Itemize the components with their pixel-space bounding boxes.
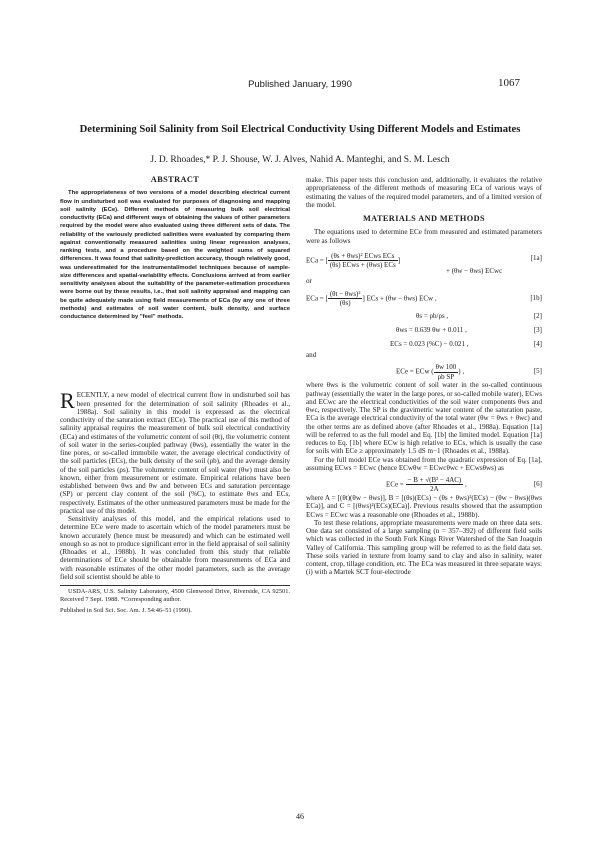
- affiliation-footnote: USDA-ARS, U.S. Salinity Laboratory, 4500 Glenwood Drive, Riverside, CA 92501. Received 7 Sept. 1988. *Corresponding author.: [60, 588, 290, 603]
- continuation-paragraph: make. This paper tests this conclusion and, additionally, it evaluates the relative appropriateness of the different methods of measuring ECa of various ways of estimating the values of the required model parameters, and of a limited version of the model.: [306, 176, 542, 209]
- equation-2: θs = ρb/ρs , [2]: [416, 312, 542, 320]
- eq1b-number: [1b]: [530, 294, 542, 302]
- eq1b-lhs: ECa =: [306, 294, 324, 303]
- eq4-number: [4]: [533, 340, 542, 348]
- intro-text: a new model of electrical current flow in undisturbed soil has been presented for the determination of soil salinity (Rhoades et al., 1988a). Soil salinity in this model is expressed as the electrical conductivity of the saturation extract (ECe). The practical use of this method of salinity appraisal requires the measurement of bulk soil electrical conductivity (ECa) and estimates of the volumetric content of soil (θt), the volumetric content of soil water in the series-coupled pathway (θws), essentially the water in the fine pores, or so-called immobile water, the average electrical conductivity of the soil particles (ECs), the bulk density of the soil (ρb), and the average density of the soil particles (ρs). The volumetric content of soil water (θw) must also be known, either from measurement or estimate. Empirical relations have been established between θws and θw and between ECs and saturation percentage (SP) or percent clay content of the soil (%C), to estimate θws and ECs, respectively. Estimates of the other unmeasured parameters must be made for the practical use of this model.: [60, 391, 291, 515]
- abstract-text: The appropriateness of two versions of a model describing electrical current flow in undisturbed soil was evaluated for purposes of diagnosing and mapping soil salinity (ECe). Different methods of measuring bulk soil electrical conductivity (ECa) and different ways of obtaining the values of other parameters required by the model were also evaluated using three different sets of data. The reliability of the variously predicted salinities were evaluated by comparing them against conventionally measured salinities using linear regression analyses, ranking tests, and a procedure based on the weighted sums of squared differences. It was found that salinity-prediction accuracy, though relatively good, was underestimated for the instrumental/model techniques because of sample-size differences and spatial-variability effects. Conclusions arrived at from earlier sensitivity analyses about the suitability of the parameter-estimation procedures were borne out by these results, i.e., that soil salinity appraisal and mapping can be quite adequately made using field measurements of ECa (by any one of three methods) and estimates of soil water content, bulk density, and surface conductance determined by "feel" methods.: [60, 190, 290, 320]
- drop-cap: R: [60, 388, 75, 414]
- equation-6: ECe = $\frac{\text{− B + √(B² − 4AC)}}{2A}$ , [6]: [386, 476, 542, 494]
- eq5-fraction: $\frac{\theta w 100}{\text{ρb SP}}$: [435, 363, 457, 381]
- intro-paragraph-1: [60, 388, 291, 515]
- intro-paragraph-2: Sensitivity analyses of this model, and the empirical relations used to determine ECe were made to ascertain which of the model parameters must be known accurately (hence must be measured) and which can be estimated well enough so as not to produce significant error in the field appraisal of soil salinity (Rhoades et al., 1988b). It was concluded from this study that reliable determinations of ECe should be obtainable from measurements of ECa and with reasonable estimates of the other model parameters, such as the average field soil scientist should be able to: [60, 515, 290, 581]
- author-list: J. D. Rhoades,* P. J. Shouse, W. J. Alves, Nahid A. Manteghi, and S. M. Lesch: [150, 155, 450, 165]
- folio-number: 46: [296, 812, 304, 821]
- page-number: 1067: [498, 77, 520, 89]
- intro-section: [60, 388, 291, 581]
- footnote: [60, 585, 290, 615]
- eq1a-lhs: ECa =: [306, 256, 324, 265]
- full-model-paragraph: For the full model ECe was obtained from the quadratic expression of Eq. [1a], assuming ECws = ECwc (hence ECwθw = ECwcθwc + ECwsθws) as: [306, 455, 542, 472]
- right-column: [306, 176, 542, 577]
- where-paragraph: where θws is the volumetric content of soil water in the so-called continuous pathway (essentially the water in the large pores, or so-called mobile water), ECws and ECwc are the electrical conductivities of the soil water components θws and θwc, respectively. The SP is the gravimetric water content of the saturation paste, ECa is the average electrical conductivity of the total water (θw = θws + θwc) and the other terms are as defined above (after Rhoades et al., 1988a). Equation [1a] will be referred to as the full model and Eq. [1b] the limited model. Equation [1a] reduces to Eq. [1b] where ECw is high relative to ECs, which is usually the case for soils with ECe ≥ approximately 1.5 dS m−1 (Rhoades et al., 1988a).: [306, 381, 542, 456]
- eq3-number: [3]: [533, 326, 542, 334]
- equations-intro: The equations used to determine ECe from measured and estimated parameters were as follows: [306, 228, 542, 245]
- equation-5: ECe = ECw ( $\frac{\theta w 100}{\text{ρb SP}}$ ) , [5]: [396, 363, 542, 381]
- eq6-number: [6]: [533, 480, 542, 488]
- eq6-fraction: $\frac{\text{− B + √(B² − 4AC)}}{2A}$: [407, 476, 462, 494]
- running-header-published: Published January, 1990: [248, 79, 352, 90]
- citation-line: Published in Soil Sci. Soc. Am. J. 54:46–51 (1990).: [60, 607, 192, 614]
- data-sets-paragraph: To test these relations, appropriate measurements were made on three data sets. One data set consisted of a large sampling (n = 357–392) of different field soils which was collected in the South Fork Kings River Watershed of the San Joaquin Valley of California. This sampling group will be referred to as the field data set. These soils varied in texture from loamy sand to clay and also in salinity, water content, crop, tillage condition, etc. The ECa was measured in three separate ways: (i) with a Martek SCT four-electrode: [306, 518, 542, 577]
- left-column: [60, 176, 290, 615]
- methods-heading: MATERIALS AND METHODS: [362, 214, 486, 223]
- eq1b-fraction: $\frac{\text{(θt − θws)²}}{(\theta s)}$: [329, 290, 361, 308]
- equation-1b: ECa = [ $\frac{\text{(θt − θws)²}}{(\theta s)}$ ] ECs + (θw − θws) ECw , [1b]: [306, 290, 542, 308]
- eq1a-number: [1a]: [530, 253, 542, 262]
- eq2-number: [2]: [533, 312, 542, 320]
- equation-3: θws = 0.639 θw + 0.011 , [3]: [396, 326, 542, 334]
- eq1a-fraction: $\frac{\text{(θs + θws)² ECws ECs}}{\text{(θs) ECws + (θws) ECs}}$: [329, 251, 396, 269]
- coefficients-paragraph: where A = [(θt)(θw − θws)], B = [(θs)(ECs) − (θs + θws)²(ECs) − (θw − θws)(θws ECa)], and C = [(θws)²(ECs)(ECa)]. Previous results showed that the assumption ECws = ECwc was a reasonable one (Rhoades et al., 1988b).: [306, 494, 542, 519]
- eq5-number: [5]: [533, 367, 542, 376]
- and-text: and: [306, 351, 317, 359]
- equation-1a: ECa = [ $\frac{\text{(θs + θws)² ECws ECs}}{\text{(θs) ECws + (θws) ECs}}$ ] + (θw − θws) ECwc [1a]: [306, 251, 542, 275]
- intro-smallcaps: ECENTLY,: [76, 391, 110, 400]
- equation-4: ECs = 0.023 (%C) − 0.021 , [4]: [390, 340, 542, 348]
- article-title: Determining Soil Salinity from Soil Electrical Conductivity Using Different Models and Estimates: [79, 124, 521, 135]
- or-text: or: [306, 276, 312, 285]
- abstract-heading: ABSTRACT: [150, 175, 200, 184]
